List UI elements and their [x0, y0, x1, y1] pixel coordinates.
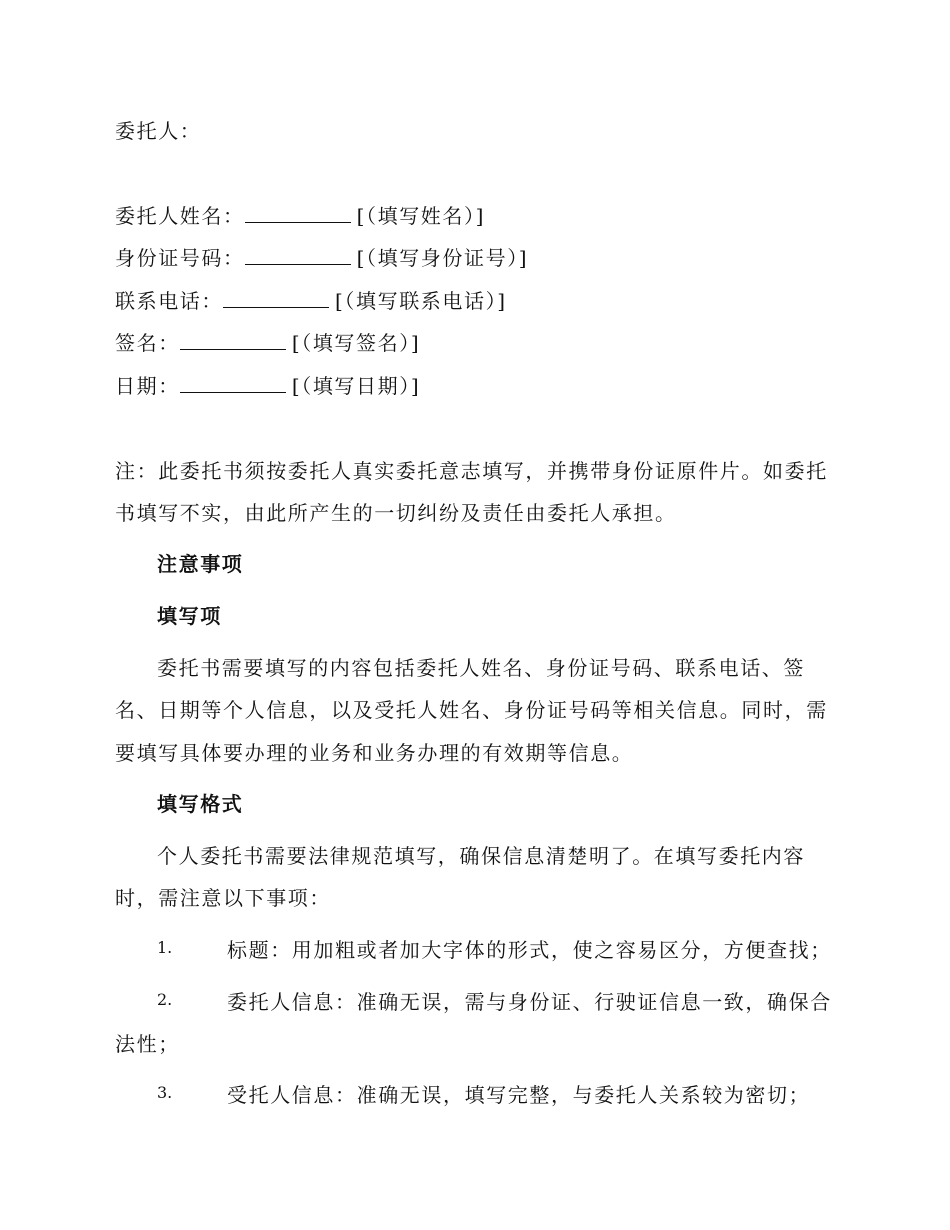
field-signature [115, 327, 420, 356]
fill-blank[interactable] [245, 248, 351, 265]
field-hint: [（填写签名）] [291, 331, 421, 355]
field-hint: [（填写身份证号）] [356, 246, 529, 270]
field-principal-name [115, 200, 485, 229]
section-heading-fill-items: 填写项 [157, 604, 222, 628]
list-text-continued: 法性； [115, 1032, 180, 1056]
field-label: 日期： [115, 374, 180, 398]
section-heading-fill-format: 填写格式 [157, 792, 244, 816]
list-text: 委托人信息：准确无误，需与身份证、行驶证信息一致，确保合 [227, 990, 832, 1014]
fill-blank[interactable] [223, 291, 329, 308]
format-line-2: 时，需注意以下事项： [115, 886, 331, 910]
list-number: 1. [157, 938, 173, 957]
fill-items-line-1: 委托书需要填写的内容包括委托人姓名、身份证号码、联系电话、签 [157, 656, 805, 680]
note-line-2: 书填写不实，由此所产生的一切纠纷及责任由委托人承担。 [115, 501, 677, 525]
field-label: 签名： [115, 331, 180, 355]
note-line-1: 注：此委托书须按委托人真实委托意志填写，并携带身份证原件片。如委托 [115, 459, 828, 483]
fill-items-line-2: 名、日期等个人信息，以及受托人姓名、身份证号码等相关信息。同时，需 [115, 698, 828, 722]
section-heading-notes: 注意事项 [157, 552, 244, 576]
list-number: 3. [157, 1083, 173, 1102]
field-label: 联系电话： [115, 289, 223, 313]
list-text: 受托人信息：准确无误，填写完整，与委托人关系较为密切； [227, 1083, 811, 1107]
field-hint: [（填写日期）] [291, 374, 421, 398]
list-number: 2. [157, 990, 173, 1009]
principal-heading: 委托人： [115, 119, 202, 143]
format-line-1: 个人委托书需要法律规范填写，确保信息清楚明了。在填写委托内容 [157, 844, 805, 868]
field-hint: [（填写联系电话）] [335, 289, 507, 313]
field-phone [115, 285, 507, 314]
field-label: 身份证号码： [115, 246, 245, 270]
fill-blank[interactable] [180, 333, 286, 350]
field-date [115, 370, 420, 399]
field-label: 委托人姓名： [115, 204, 245, 228]
field-id-number [115, 242, 528, 271]
fill-blank[interactable] [180, 376, 286, 393]
list-text: 标题：用加粗或者加大字体的形式，使之容易区分，方便查找； [227, 938, 832, 962]
fill-blank[interactable] [245, 206, 351, 223]
field-hint: [（填写姓名）] [356, 204, 486, 228]
fill-items-line-3: 要填写具体要办理的业务和业务办理的有效期等信息。 [115, 741, 634, 765]
